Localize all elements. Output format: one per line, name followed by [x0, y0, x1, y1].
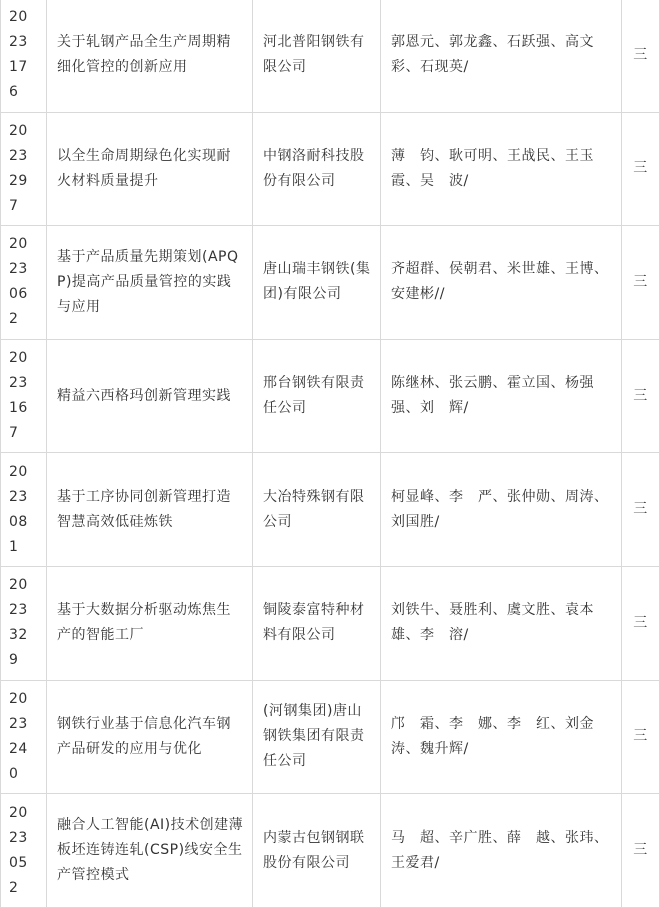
- project-id: 2023329: [1, 566, 47, 680]
- award-level: 三: [622, 680, 660, 794]
- project-title: 基于工序协同创新管理打造智慧高效低硅炼铁: [47, 453, 253, 567]
- project-title: 基于大数据分析驱动炼焦生产的智能工厂: [47, 566, 253, 680]
- award-level: 三: [622, 566, 660, 680]
- project-id: 2023240: [1, 680, 47, 794]
- award-level: 三: [622, 794, 660, 908]
- table-row: [1, 680, 660, 794]
- authors: 马 超、辛广胜、薛 越、张玮、王爱君/: [381, 794, 622, 908]
- project-id: 2023062: [1, 226, 47, 340]
- project-title: 关于轧钢产品全生产周期精细化管控的创新应用: [47, 0, 253, 112]
- organization: 铜陵泰富特种材料有限公司: [253, 566, 381, 680]
- authors: 齐超群、侯朝君、米世雄、王博、安建彬//: [381, 226, 622, 340]
- authors: 薄 钧、耿可明、王战民、王玉霞、吴 波/: [381, 112, 622, 226]
- project-title: 精益六西格玛创新管理实践: [47, 339, 253, 453]
- award-level: 三: [622, 339, 660, 453]
- organization: 大冶特殊钢有限公司: [253, 453, 381, 567]
- organization: 河北普阳钢铁有限公司: [253, 0, 381, 112]
- organization: 邢台钢铁有限责任公司: [253, 339, 381, 453]
- table-row: [1, 794, 660, 908]
- project-id: 2023081: [1, 453, 47, 567]
- award-level: 三: [622, 112, 660, 226]
- organization: 中钢洛耐科技股份有限公司: [253, 112, 381, 226]
- project-title: 以全生命周期绿色化实现耐火材料质量提升: [47, 112, 253, 226]
- project-title: 基于产品质量先期策划(APQP)提高产品质量管控的实践与应用: [47, 226, 253, 340]
- organization: 内蒙古包钢钢联股份有限公司: [253, 794, 381, 908]
- table-row: [1, 112, 660, 226]
- authors: 柯显峰、李 严、张仲勋、周涛、刘国胜/: [381, 453, 622, 567]
- authors: 邝 霜、李 娜、李 红、刘金涛、魏升辉/: [381, 680, 622, 794]
- award-level: 三: [622, 0, 660, 112]
- table-row: [1, 453, 660, 567]
- project-title: 融合人工智能(AI)技术创建薄板坯连铸连轧(CSP)线安全生产管控模式: [47, 794, 253, 908]
- table-row: [1, 566, 660, 680]
- project-id: 2023167: [1, 339, 47, 453]
- project-id: 2023297: [1, 112, 47, 226]
- authors: 郭恩元、郭龙鑫、石跃强、高文彩、石现英/: [381, 0, 622, 112]
- award-level: 三: [622, 226, 660, 340]
- authors: 刘铁牛、聂胜利、虞文胜、袁本雄、李 溶/: [381, 566, 622, 680]
- award-level: 三: [622, 453, 660, 567]
- organization: (河钢集团)唐山钢铁集团有限责任公司: [253, 680, 381, 794]
- organization: 唐山瑞丰钢铁(集团)有限公司: [253, 226, 381, 340]
- project-id: 2023052: [1, 794, 47, 908]
- table-row: [1, 226, 660, 340]
- table-row: [1, 0, 660, 112]
- project-title: 钢铁行业基于信息化汽车钢产品研发的应用与优化: [47, 680, 253, 794]
- authors: 陈继林、张云鹏、霍立国、杨强强、刘 辉/: [381, 339, 622, 453]
- table-row: [1, 339, 660, 453]
- project-id: 2023176: [1, 0, 47, 112]
